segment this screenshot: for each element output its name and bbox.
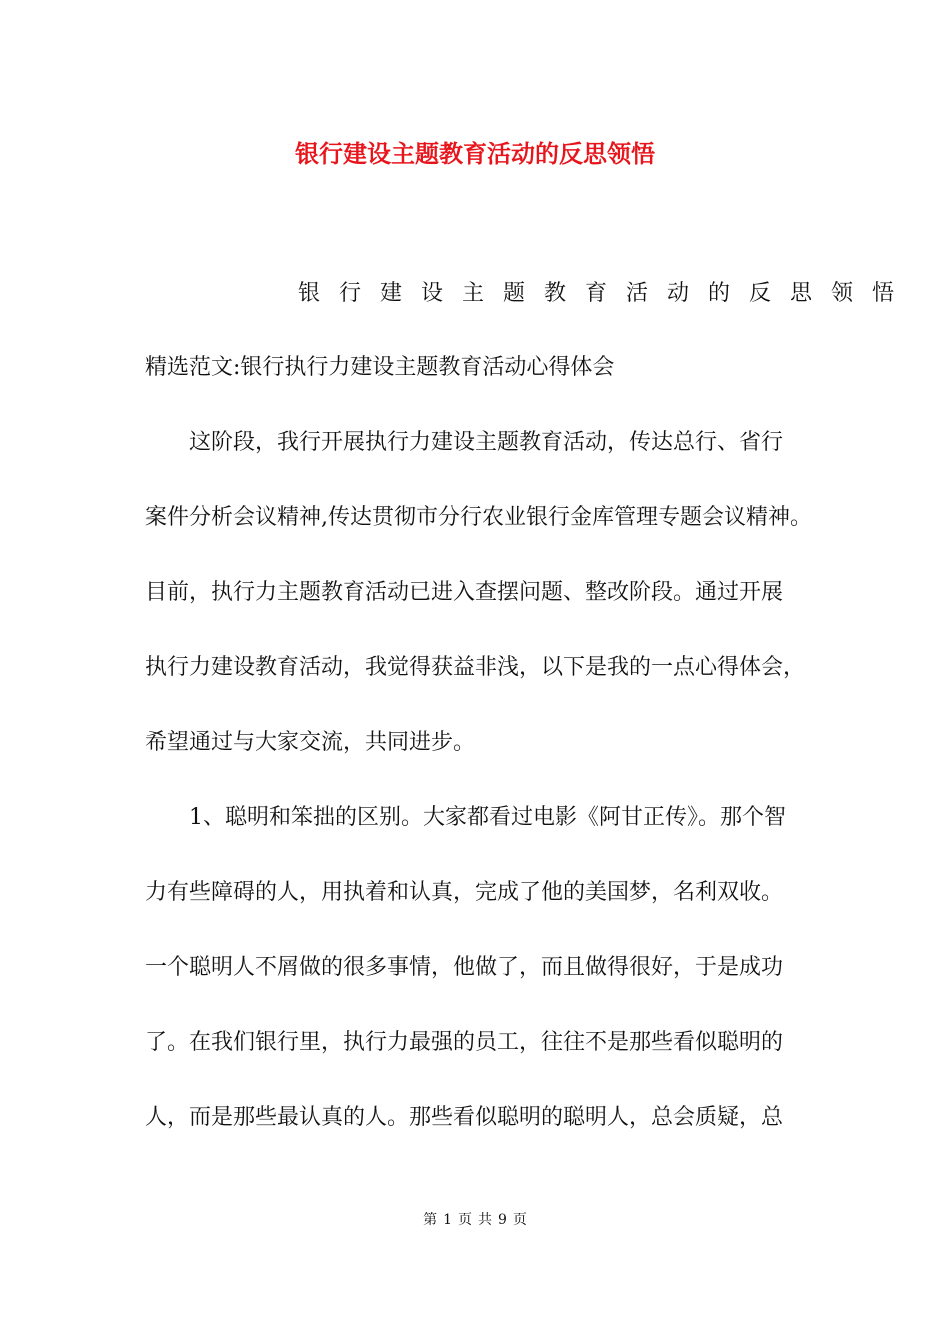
paragraph-line: 1、聪明和笨拙的区别。大家都看过电影《阿甘正传》。那个智 — [189, 805, 786, 830]
paragraph-line: 这阶段，我行开展执行力建设主题教育活动，传达总行、省行 — [189, 430, 784, 455]
paragraph-line: 执行力建设教育活动，我觉得获益非浅，以下是我的一点心得体会， — [145, 655, 806, 680]
paragraph-line: 目前，执行力主题教育活动已进入查摆问题、整改阶段。通过开展 — [145, 580, 784, 605]
paragraph-line: 人，而是那些最认真的人。那些看似聪明的聪明人，总会质疑，总 — [145, 1105, 784, 1130]
footer-total-pages: 9 — [498, 1212, 507, 1228]
page-footer — [0, 1210, 950, 1230]
footer-ye: 页 — [458, 1212, 472, 1228]
paragraph-line: 案件分析会议精神,传达贯彻市分行农业银行金库管理专题会议精神。 — [145, 505, 812, 530]
document-title: 银行建设主题教育活动的反思领悟 — [295, 139, 655, 168]
paragraph-line: 希望通过与大家交流，共同进步。 — [145, 730, 476, 755]
footer-page-number: 1 — [443, 1212, 452, 1228]
document-subtitle: 银行建设主题教育活动的反思领悟 — [298, 281, 914, 306]
footer-gong: 共 — [478, 1212, 492, 1228]
footer-di: 第 — [423, 1212, 438, 1228]
footer-ye2: 页 — [512, 1212, 527, 1228]
paragraph-line: 了。在我们银行里，执行力最强的员工，往往不是那些看似聪明的 — [145, 1030, 784, 1055]
paragraph-line: 一个聪明人不屑做的很多事情，他做了，而且做得很好，于是成功 — [145, 955, 784, 980]
paragraph-line: 精选范文:银行执行力建设主题教育活动心得体会 — [145, 355, 615, 380]
paragraph-line: 力有些障碍的人，用执着和认真，完成了他的美国梦，名利双收。 — [145, 880, 784, 905]
